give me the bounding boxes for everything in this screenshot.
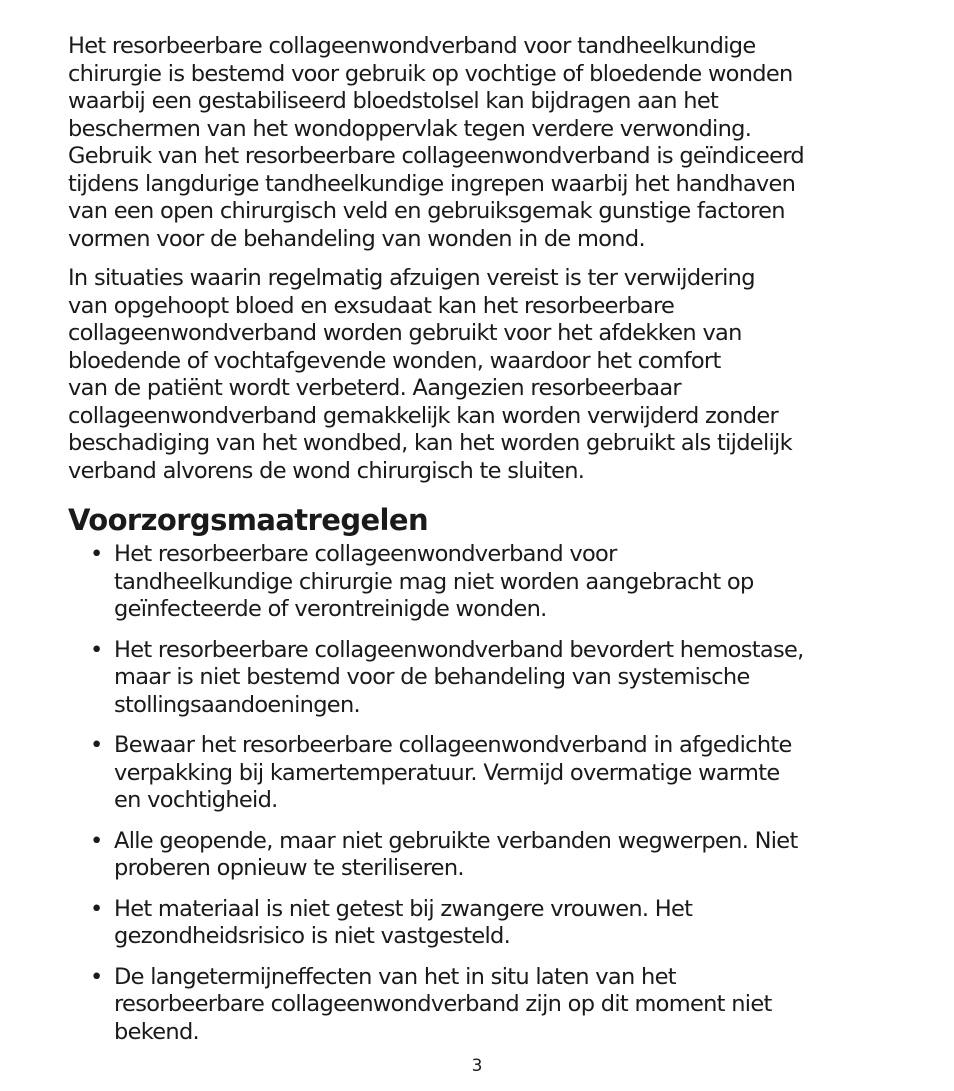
list-item-text: Het resorbeerbare collageenwondverband bevordert hemostase, maar is niet bestemd voor de behandeling van systemische stollingsaandoeningen. — [114, 636, 804, 718]
list-item-text: Alle geopende, maar niet gebruikte verbanden wegwerpen. Niet proberen opnieuw te steriliseren. — [114, 827, 798, 881]
suction-paragraph: In situaties waarin regelmatig afzuigen vereist is ter verwijdering van opgehoopt bloed en exsudaat kan het resorbeerbare collageenwondverband worden gebruikt voor het afdekken van bloedende of vochtafgevende wonden, waardoor het comfort van de patiënt wordt verbeterd. Aangezien resorbeerbaar collageenwondverband gemakkelijk kan worden verwijderd zonder beschadiging van het wondbed, kan het worden gebruikt als tijdelijk verband alvorens de wond chirurgisch te sluiten. — [68, 265, 792, 484]
document-page — [68, 33, 898, 1059]
section-heading: Voorzorgsmaatregelen — [68, 503, 429, 537]
bullet-icon: • — [90, 541, 104, 567]
precautions-list — [68, 541, 898, 1046]
list-item — [68, 637, 898, 720]
page-number: 3 — [471, 1056, 483, 1076]
list-item-text: Bewaar het resorbeerbare collageenwondverband in afgedichte verpakking bij kamertemperatuur. Vermijd overmatige warmte en vochtigheid. — [114, 732, 792, 813]
intro-paragraph: Het resorbeerbare collageenwondverband voor tandheelkundige chirurgie is bestemd voor gebruik op vochtige of bloedende wonden waarbij een gestabiliseerd bloedstolsel kan bijdragen aan het beschermen van het wondoppervlak tegen verdere verwonding. Gebruik van het resorbeerbare collageenwondverband is geïndiceerd tijdens langdurige tandheelkundige ingrepen waarbij het handhaven van een open chirurgisch veld en gebruiksgemak gunstige factoren vormen voor de behandeling van wonden in de mond. — [68, 33, 805, 252]
bullet-icon: • — [90, 732, 104, 758]
bullet-icon: • — [90, 963, 104, 990]
list-item — [68, 964, 898, 1047]
list-item — [68, 732, 898, 815]
bullet-icon: • — [90, 636, 104, 663]
list-item-text: Het resorbeerbare collageenwondverband voor tandheelkundige chirurgie mag niet worden aangebracht op geïnfecteerde of verontreinigde wonden. — [114, 541, 754, 622]
bullet-icon: • — [90, 895, 104, 922]
list-item — [68, 541, 898, 624]
list-item — [68, 828, 898, 883]
list-item — [68, 896, 898, 951]
bullet-icon: • — [90, 827, 104, 854]
list-item-text: Het materiaal is niet getest bij zwangere vrouwen. Het gezondheidsrisico is niet vastgesteld. — [114, 895, 693, 949]
list-item-text: De langetermijneffecten van het in situ laten van het resorbeerbare collageenwondverband zijn op dit moment niet bekend. — [114, 963, 772, 1045]
